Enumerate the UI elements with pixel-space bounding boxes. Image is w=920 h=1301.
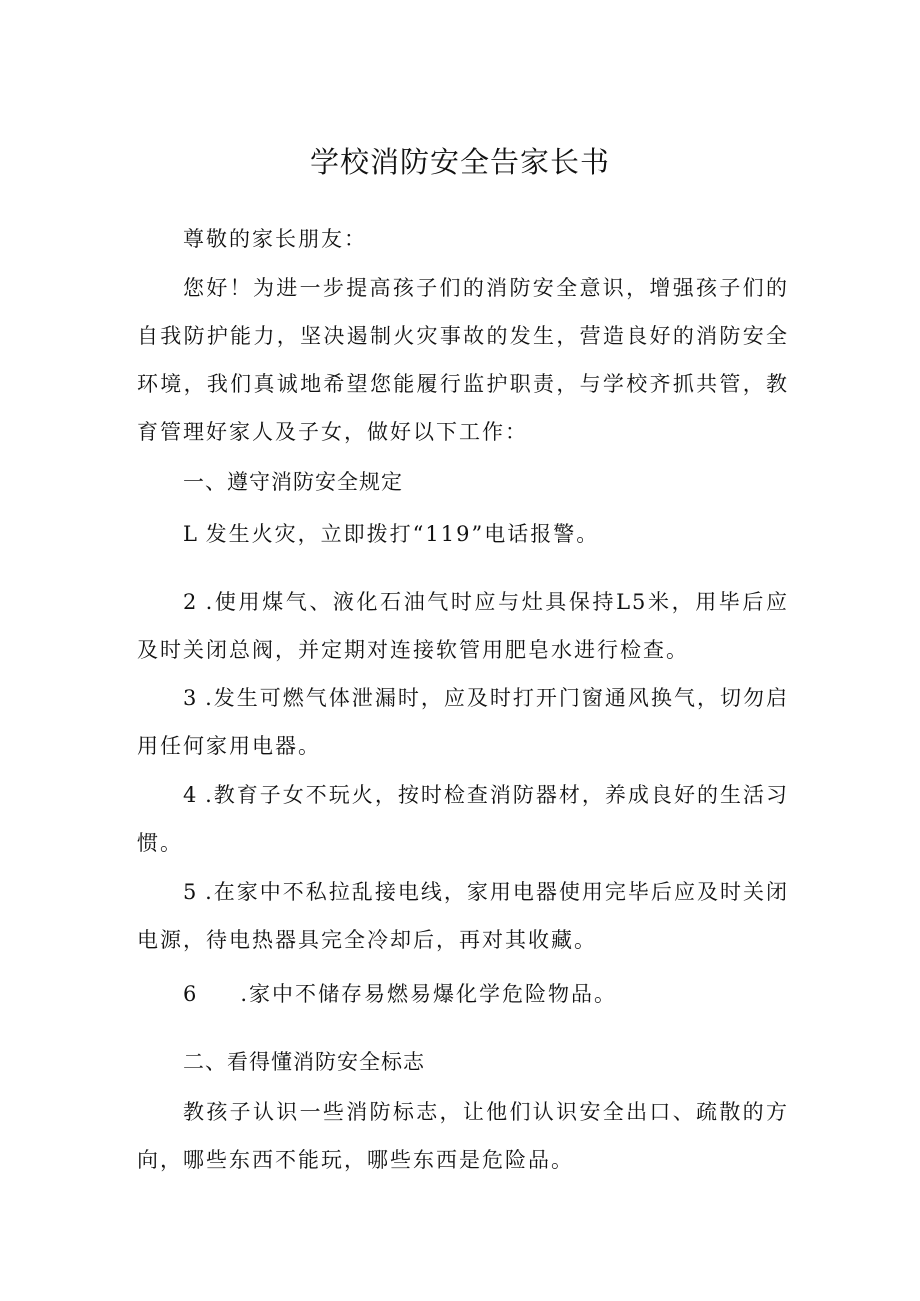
salutation: 尊敬的家长朋友： <box>183 227 367 251</box>
item-text: .教育子女不玩火，按时检查消防器材，养成良好的生活习惯。 <box>137 783 789 855</box>
item-text: .使用煤气、液化石油气时应与灶具保持L5米，用毕后应及时关闭总阀，并定期对连接软管用肥皂水进行检查。 <box>137 590 789 662</box>
intro-paragraph: 您好！为进一步提高孩子们的消防安全意识，增强孩子们的自我防护能力，坚决遏制火灾事故的发生，营造良好的消防安全环境，我们真诚地希望您能履行监护职责，与学校齐抓共管，教育管理好家人及子女，做好以下工作： <box>137 276 789 444</box>
section-2-paragraph: 教孩子认识一些消防标志，让他们认识安全出口、疏散的方向，哪些东西不能玩，哪些东西是危险品。 <box>137 1100 789 1172</box>
item-number: L <box>183 522 197 546</box>
section-1-item-5 <box>137 868 789 964</box>
item-text: .在家中不私拉乱接电线，家用电器使用完毕后应及时关闭电源，待电热器具完全冷却后，再对其收藏。 <box>137 880 789 952</box>
section-1-heading: 一、遵守消防安全规定 <box>183 470 403 494</box>
section-1-item-1 <box>137 510 789 558</box>
item-number: 4 <box>183 783 197 807</box>
item-text: .发生可燃气体泄漏时，应及时打开门窗通风换气，切勿启用任何家用电器。 <box>137 686 789 758</box>
item-text: .家中不储存易燃易爆化学危险物品。 <box>240 982 618 1006</box>
item-number: 6 <box>183 982 197 1006</box>
item-number: 3 <box>183 686 197 710</box>
section-1-item-4 <box>137 771 789 867</box>
item-number: 5 <box>183 880 197 904</box>
section-1-item-2 <box>137 578 789 674</box>
section-2-heading: 二、看得懂消防安全标志 <box>183 1050 425 1074</box>
section-1-item-3 <box>137 674 789 770</box>
item-text: 发生火灾，立即拨打“119”电话报警。 <box>205 522 600 546</box>
section-1-item-6 <box>137 970 789 1018</box>
document-title: 学校消防安全告家长书 <box>309 145 610 179</box>
item-number: 2 <box>183 590 197 614</box>
